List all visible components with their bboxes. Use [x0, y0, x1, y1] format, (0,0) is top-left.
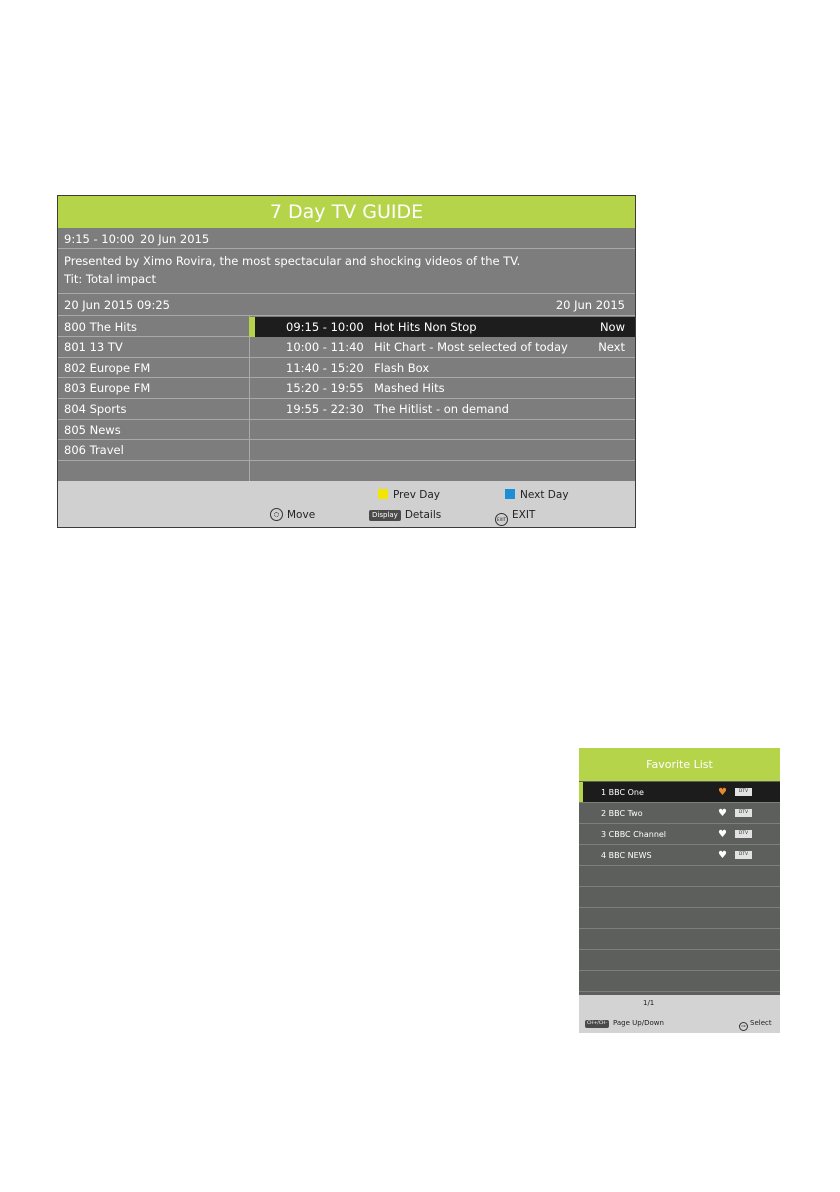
- empty-slot: [579, 929, 780, 950]
- tv-guide-panel: [57, 195, 636, 528]
- channel-list: [58, 316, 250, 482]
- dtv-badge: DTV: [735, 788, 752, 796]
- selection-marker: [579, 782, 583, 802]
- channel-item[interactable]: [64, 337, 245, 357]
- tv-guide-footer: [58, 481, 635, 527]
- ok-key-icon: OK: [739, 1022, 748, 1031]
- programme-row[interactable]: [250, 378, 635, 398]
- programme-row-name: Hit Chart - Most selected of today: [374, 340, 568, 354]
- blue-key-icon: [505, 489, 515, 499]
- divider: [58, 248, 635, 249]
- details-label: Details: [404, 509, 442, 521]
- programme-row-name: Flash Box: [374, 361, 430, 375]
- empty-slot: [579, 908, 780, 929]
- favorite-item-label: 3 CBBC Channel: [601, 830, 667, 839]
- favorite-list-title: Favorite List: [579, 748, 780, 781]
- empty-slot: [579, 950, 780, 971]
- channel-item[interactable]: [64, 420, 245, 440]
- next-tag: Next: [598, 340, 625, 354]
- schedule-date: 20 Jun 2015: [555, 298, 625, 312]
- display-key-icon: Display: [369, 510, 401, 521]
- channel-key-icon: CH+/CH-: [587, 1021, 607, 1026]
- programme-row-time: 11:40 - 15:20: [286, 361, 364, 375]
- favorite-item-label: 1 BBC One: [601, 788, 644, 797]
- dtv-badge: DTV: [735, 851, 752, 859]
- select-hint[interactable]: [739, 1019, 772, 1031]
- channel-item[interactable]: [64, 378, 245, 398]
- favorite-list-panel: [579, 748, 780, 1033]
- channel-label: 805 News: [64, 423, 121, 437]
- programme-row-time: 15:20 - 19:55: [286, 381, 364, 395]
- dtv-badge: DTV: [735, 830, 752, 838]
- empty-slot: [579, 971, 780, 992]
- channel-label: 804 Sports: [64, 402, 127, 416]
- selection-marker: [249, 317, 255, 337]
- programme-row[interactable]: [250, 358, 635, 378]
- heart-icon: ♥: [718, 808, 727, 819]
- programme-subtitle: Tit: Total impact: [64, 272, 156, 286]
- heart-icon: ♥: [718, 850, 727, 861]
- channel-label: 800 The Hits: [64, 320, 137, 334]
- programme-row-time: 09:15 - 10:00: [286, 320, 364, 334]
- dtv-badge: DTV: [735, 809, 752, 817]
- move-label: Move: [287, 509, 316, 521]
- select-label: Select: [750, 1019, 772, 1027]
- next-day-button[interactable]: [505, 488, 569, 502]
- channel-item[interactable]: [64, 440, 245, 460]
- exit-button[interactable]: [495, 508, 535, 526]
- channel-item[interactable]: [64, 358, 245, 378]
- move-hint: [270, 508, 315, 522]
- programme-date: 20 Jun 2015: [140, 232, 210, 246]
- programme-row-name: The Hitlist - on demand: [374, 402, 509, 416]
- programme-row-time: 19:55 - 22:30: [286, 402, 364, 416]
- channel-label: 802 Europe FM: [64, 361, 151, 375]
- page-indicator: 1/1: [643, 999, 655, 1007]
- favorite-item[interactable]: [579, 803, 780, 824]
- channel-item[interactable]: [64, 317, 245, 337]
- programme-row-name: Hot Hits Non Stop: [374, 320, 477, 334]
- channel-label: 806 Travel: [64, 443, 124, 457]
- favorite-item-label: 4 BBC NEWS: [601, 851, 652, 860]
- programme-row[interactable]: [250, 399, 635, 419]
- programme-row-selected[interactable]: [250, 317, 635, 337]
- navigation-pad-icon: [270, 508, 283, 521]
- channel-label: 803 Europe FM: [64, 381, 151, 395]
- programme-row-time: 10:00 - 11:40: [286, 340, 364, 354]
- heart-icon: ♥: [718, 787, 727, 798]
- prev-day-label: Prev Day: [393, 489, 440, 501]
- details-hint: [369, 508, 441, 522]
- channel-label: 801 13 TV: [64, 340, 123, 354]
- channel-item[interactable]: [64, 399, 245, 419]
- next-day-label: Next Day: [520, 489, 569, 501]
- programme-description: Presented by Ximo Rovira, the most spectacular and shocking videos of the TV.: [64, 254, 521, 268]
- programme-time: 9:15 - 10:00: [64, 232, 135, 246]
- programme-row-name: Mashed Hits: [374, 381, 445, 395]
- programme-list: [250, 316, 635, 482]
- favorite-list-footer: [579, 995, 780, 1033]
- favorite-item[interactable]: [579, 824, 780, 845]
- prev-day-button[interactable]: [378, 488, 440, 502]
- favorite-item[interactable]: [579, 845, 780, 866]
- heart-icon: ♥: [718, 829, 727, 840]
- divider: [58, 293, 635, 294]
- current-datetime: 20 Jun 2015 09:25: [64, 298, 170, 312]
- yellow-key-icon: [378, 489, 388, 499]
- tv-guide-title: 7 Day TV GUIDE: [58, 196, 635, 228]
- now-tag: Now: [599, 320, 625, 334]
- programme-row[interactable]: [250, 337, 635, 357]
- favorite-item-selected[interactable]: [579, 782, 780, 803]
- page-up-down-hint[interactable]: [585, 1019, 664, 1028]
- page-up-down-label: Page Up/Down: [612, 1019, 664, 1027]
- favorite-item-label: 2 BBC Two: [601, 809, 643, 818]
- exit-label: EXIT: [512, 509, 536, 521]
- exit-key-icon: EXIT: [495, 513, 508, 526]
- empty-slot: [579, 866, 780, 887]
- empty-slot: [579, 887, 780, 908]
